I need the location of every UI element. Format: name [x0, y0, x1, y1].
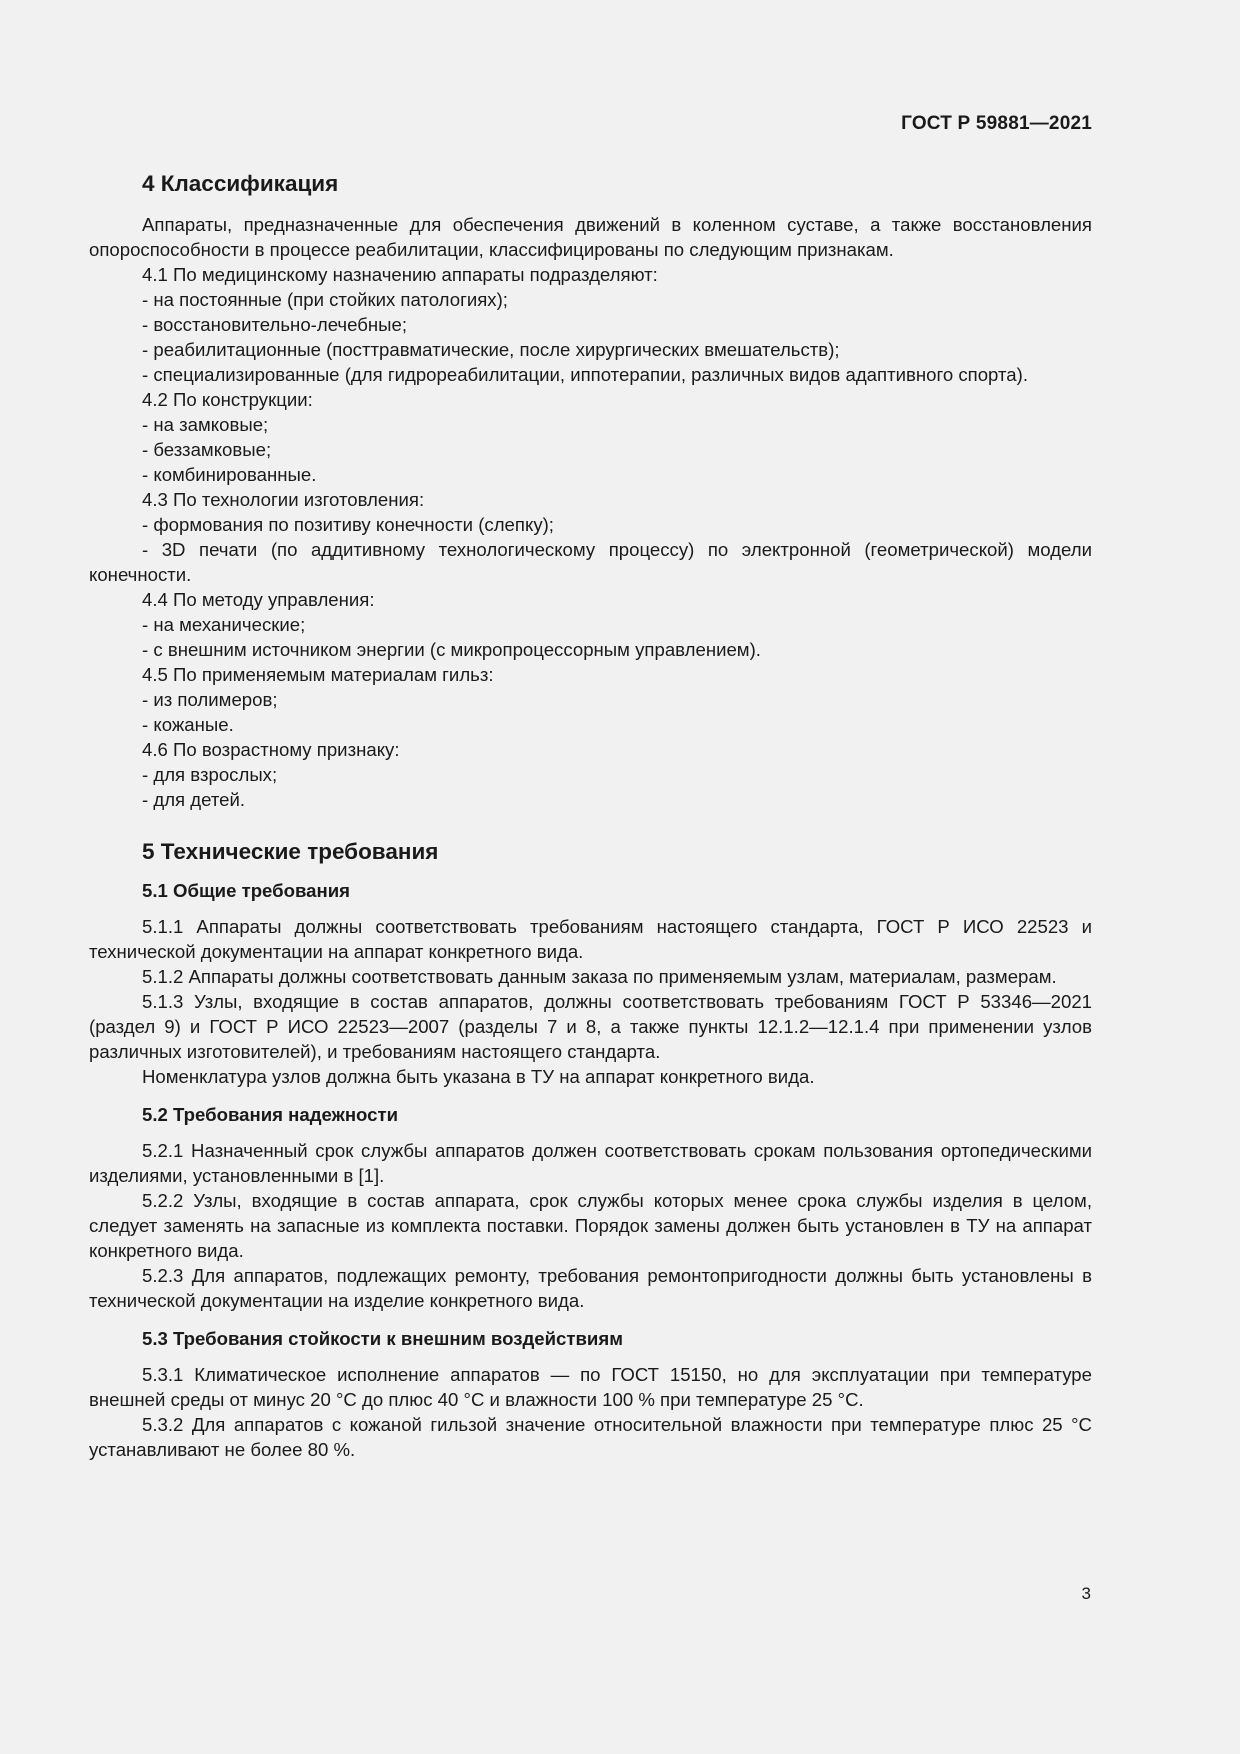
clause-5-2-1: 5.2.1 Назначенный срок службы аппаратов должен соответствовать срокам пользования ортопедическими изделиями, установленными в [1]. — [89, 1140, 1092, 1186]
clause-5-2-3: 5.2.3 Для аппаратов, подлежащих ремонту, требования ремонтопригодности должны быть установлены в технической документации на изделие конкретного вида. — [89, 1265, 1092, 1311]
clause-4-5-title: 4.5 По применяемым материалам гильз: — [142, 664, 494, 685]
clause-4-1-title: 4.1 По медицинскому назначению аппараты подразделяют: — [142, 264, 658, 285]
list-item: - 3D печати (по аддитивному технологическому процессу) по электронной (геометрической) модели конечности. — [89, 539, 1092, 585]
clause-5-1-note: Номенклатура узлов должна быть указана в ТУ на аппарат конкретного вида. — [142, 1066, 815, 1087]
section-4-intro: Аппараты, предназначенные для обеспечения движений в коленном суставе, а также восстановления опороспособности в процессе реабилитации, классифицированы по следующим признакам. — [89, 214, 1092, 260]
list-item: - для взрослых; — [142, 764, 278, 785]
subsection-5-3-heading: 5.3 Требования стойкости к внешним воздействиям — [142, 1328, 623, 1349]
list-item: - формования по позитиву конечности (слепку); — [142, 514, 554, 535]
list-item: - из полимеров; — [142, 689, 278, 710]
section-4-heading: 4 Классификация — [142, 171, 339, 196]
page-content — [89, 170, 1092, 1462]
subsection-5-1-heading: 5.1 Общие требования — [142, 880, 351, 901]
clause-5-3-1: 5.3.1 Климатическое исполнение аппаратов — по ГОСТ 15150, но для эксплуатации при температуре внешней среды от минус 20 °С до плюс 40 °С и влажности 100 % при температуре 25 °С. — [89, 1364, 1092, 1410]
list-item: - комбинированные. — [142, 464, 317, 485]
clause-5-1-2: 5.1.2 Аппараты должны соответствовать данным заказа по применяемым узлам, материалам, размерам. — [142, 966, 1057, 987]
clause-4-4-title: 4.4 По методу управления: — [142, 589, 375, 610]
clause-4-6-title: 4.6 По возрастному признаку: — [142, 739, 400, 760]
list-item: - на механические; — [142, 614, 306, 635]
document-code: ГОСТ Р 59881—2021 — [901, 113, 1092, 134]
clause-4-2-title: 4.2 По конструкции: — [142, 389, 313, 410]
list-item: - восстановительно-лечебные; — [142, 314, 408, 335]
subsection-5-2-heading: 5.2 Требования надежности — [142, 1104, 399, 1125]
clause-5-1-1: 5.1.1 Аппараты должны соответствовать требованиям настоящего стандарта, ГОСТ Р ИСО 22523 и технической документации на аппарат конкретного вида. — [89, 916, 1092, 962]
list-item: - с внешним источником энергии (с микропроцессорным управлением). — [142, 639, 761, 660]
clause-4-3-title: 4.3 По технологии изготовления: — [142, 489, 425, 510]
list-item: - на постоянные (при стойких патологиях); — [142, 289, 508, 310]
list-item: - беззамковые; — [142, 439, 272, 460]
section-5-heading: 5 Технические требования — [142, 839, 439, 864]
list-item: - кожаные. — [142, 714, 234, 735]
clause-5-3-2: 5.3.2 Для аппаратов с кожаной гильзой значение относительной влажности при температуре плюс 25 °С устанавливают не более 80 %. — [89, 1414, 1092, 1460]
list-item: - на замковые; — [142, 414, 269, 435]
list-item: - реабилитационные (посттравматические, после хирургических вмешательств); — [142, 339, 840, 360]
clause-5-2-2: 5.2.2 Узлы, входящие в состав аппарата, срок службы которых менее срока службы изделия в целом, следует заменять на запасные из комплекта поставки. Порядок замены должен быть установлен в ТУ на аппарат конкретного вида. — [89, 1190, 1092, 1261]
list-item: - специализированные (для гидрореабилитации, иппотерапии, различных видов адаптивного спорта). — [142, 364, 1028, 385]
page-number: 3 — [1081, 1584, 1091, 1603]
list-item: - для детей. — [142, 789, 246, 810]
clause-5-1-3: 5.1.3 Узлы, входящие в состав аппаратов, должны соответствовать требованиям ГОСТ Р 53346—2021 (раздел 9) и ГОСТ Р ИСО 22523—2007 (разделы 7 и 8, а также пункты 12.1.2—12.1.4 при применении узлов различных изготовителей), и требованиям настоящего стандарта. — [89, 991, 1092, 1062]
